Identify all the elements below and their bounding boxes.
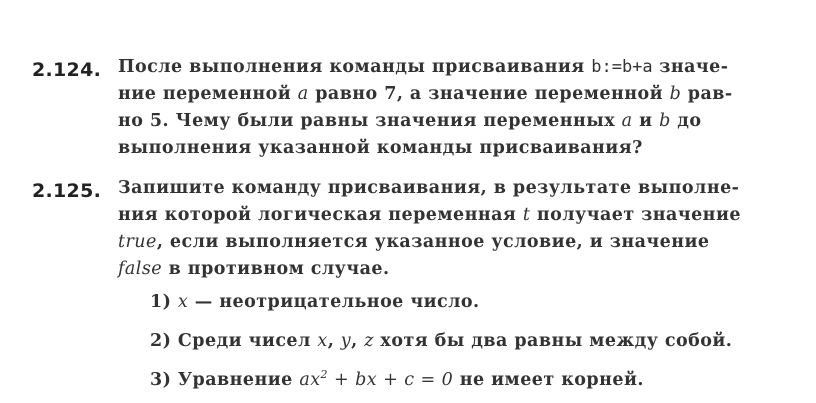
equation [299,370,453,390]
variable: z [364,331,374,351]
text-fragment: получает значение [530,205,741,225]
text-fragment: равно 7, а значение переменной [308,84,670,104]
sub-item-2 [150,331,732,351]
text-line [118,111,702,131]
text-line [118,57,728,77]
text-line [118,178,739,198]
text-line [118,138,643,158]
text-fragment: не имеет корней. [453,370,644,390]
variable: b [659,111,671,131]
variable: t [522,205,531,225]
text-fragment: но 5. Чему были равны значения переменных [118,111,622,131]
text-fragment: После выполнения команды присваивания [118,57,592,77]
text-line [118,205,741,225]
text-fragment: и [632,111,660,131]
text-fragment: Уравнение [177,370,300,390]
text-line [118,259,390,279]
variable: a [621,111,633,131]
text-line [118,232,710,252]
text-fragment: в противном случае. [162,259,390,279]
item-number: 3) [150,370,178,390]
text-fragment: — неотрицательное число. [188,292,480,312]
equation-term: + bx + c = 0 [327,370,454,390]
text-fragment: хотя бы два равны между собой. [373,331,733,351]
code-expression: b:=b+a [591,57,653,77]
text-fragment: , [351,331,365,351]
text-fragment: Среди чисел [177,331,318,351]
item-number: 2) [150,331,178,351]
variable: b [669,84,682,104]
text-fragment: Запишите команду присваивания, в результате выполне- [118,178,740,198]
text-fragment: , если выполняется указанное условие, и значение [156,232,710,252]
variable: a [297,84,309,104]
text-fragment: ние переменной [118,84,298,104]
problem-number: 2.124. [32,59,102,81]
text-fragment: значе- [652,57,729,77]
variable: false [118,259,163,279]
text-fragment: рав- [681,84,733,104]
text-fragment: до [670,111,702,131]
problem-number: 2.125. [32,180,102,202]
text-fragment: ния которой логическая переменная [118,205,523,225]
text-line [118,84,733,104]
sub-item-3 [150,370,644,390]
item-number: 1) [150,292,178,312]
text-fragment: выполнения указанной команды присваивания? [118,138,643,158]
text-fragment: , [327,331,341,351]
variable: true [118,232,157,252]
sub-item-1 [150,292,480,312]
equation-exponent: 2 [320,368,328,382]
equation-term: ax [299,370,321,390]
variable: x [177,292,189,312]
variable: x [317,331,328,351]
variable: y [340,331,352,351]
